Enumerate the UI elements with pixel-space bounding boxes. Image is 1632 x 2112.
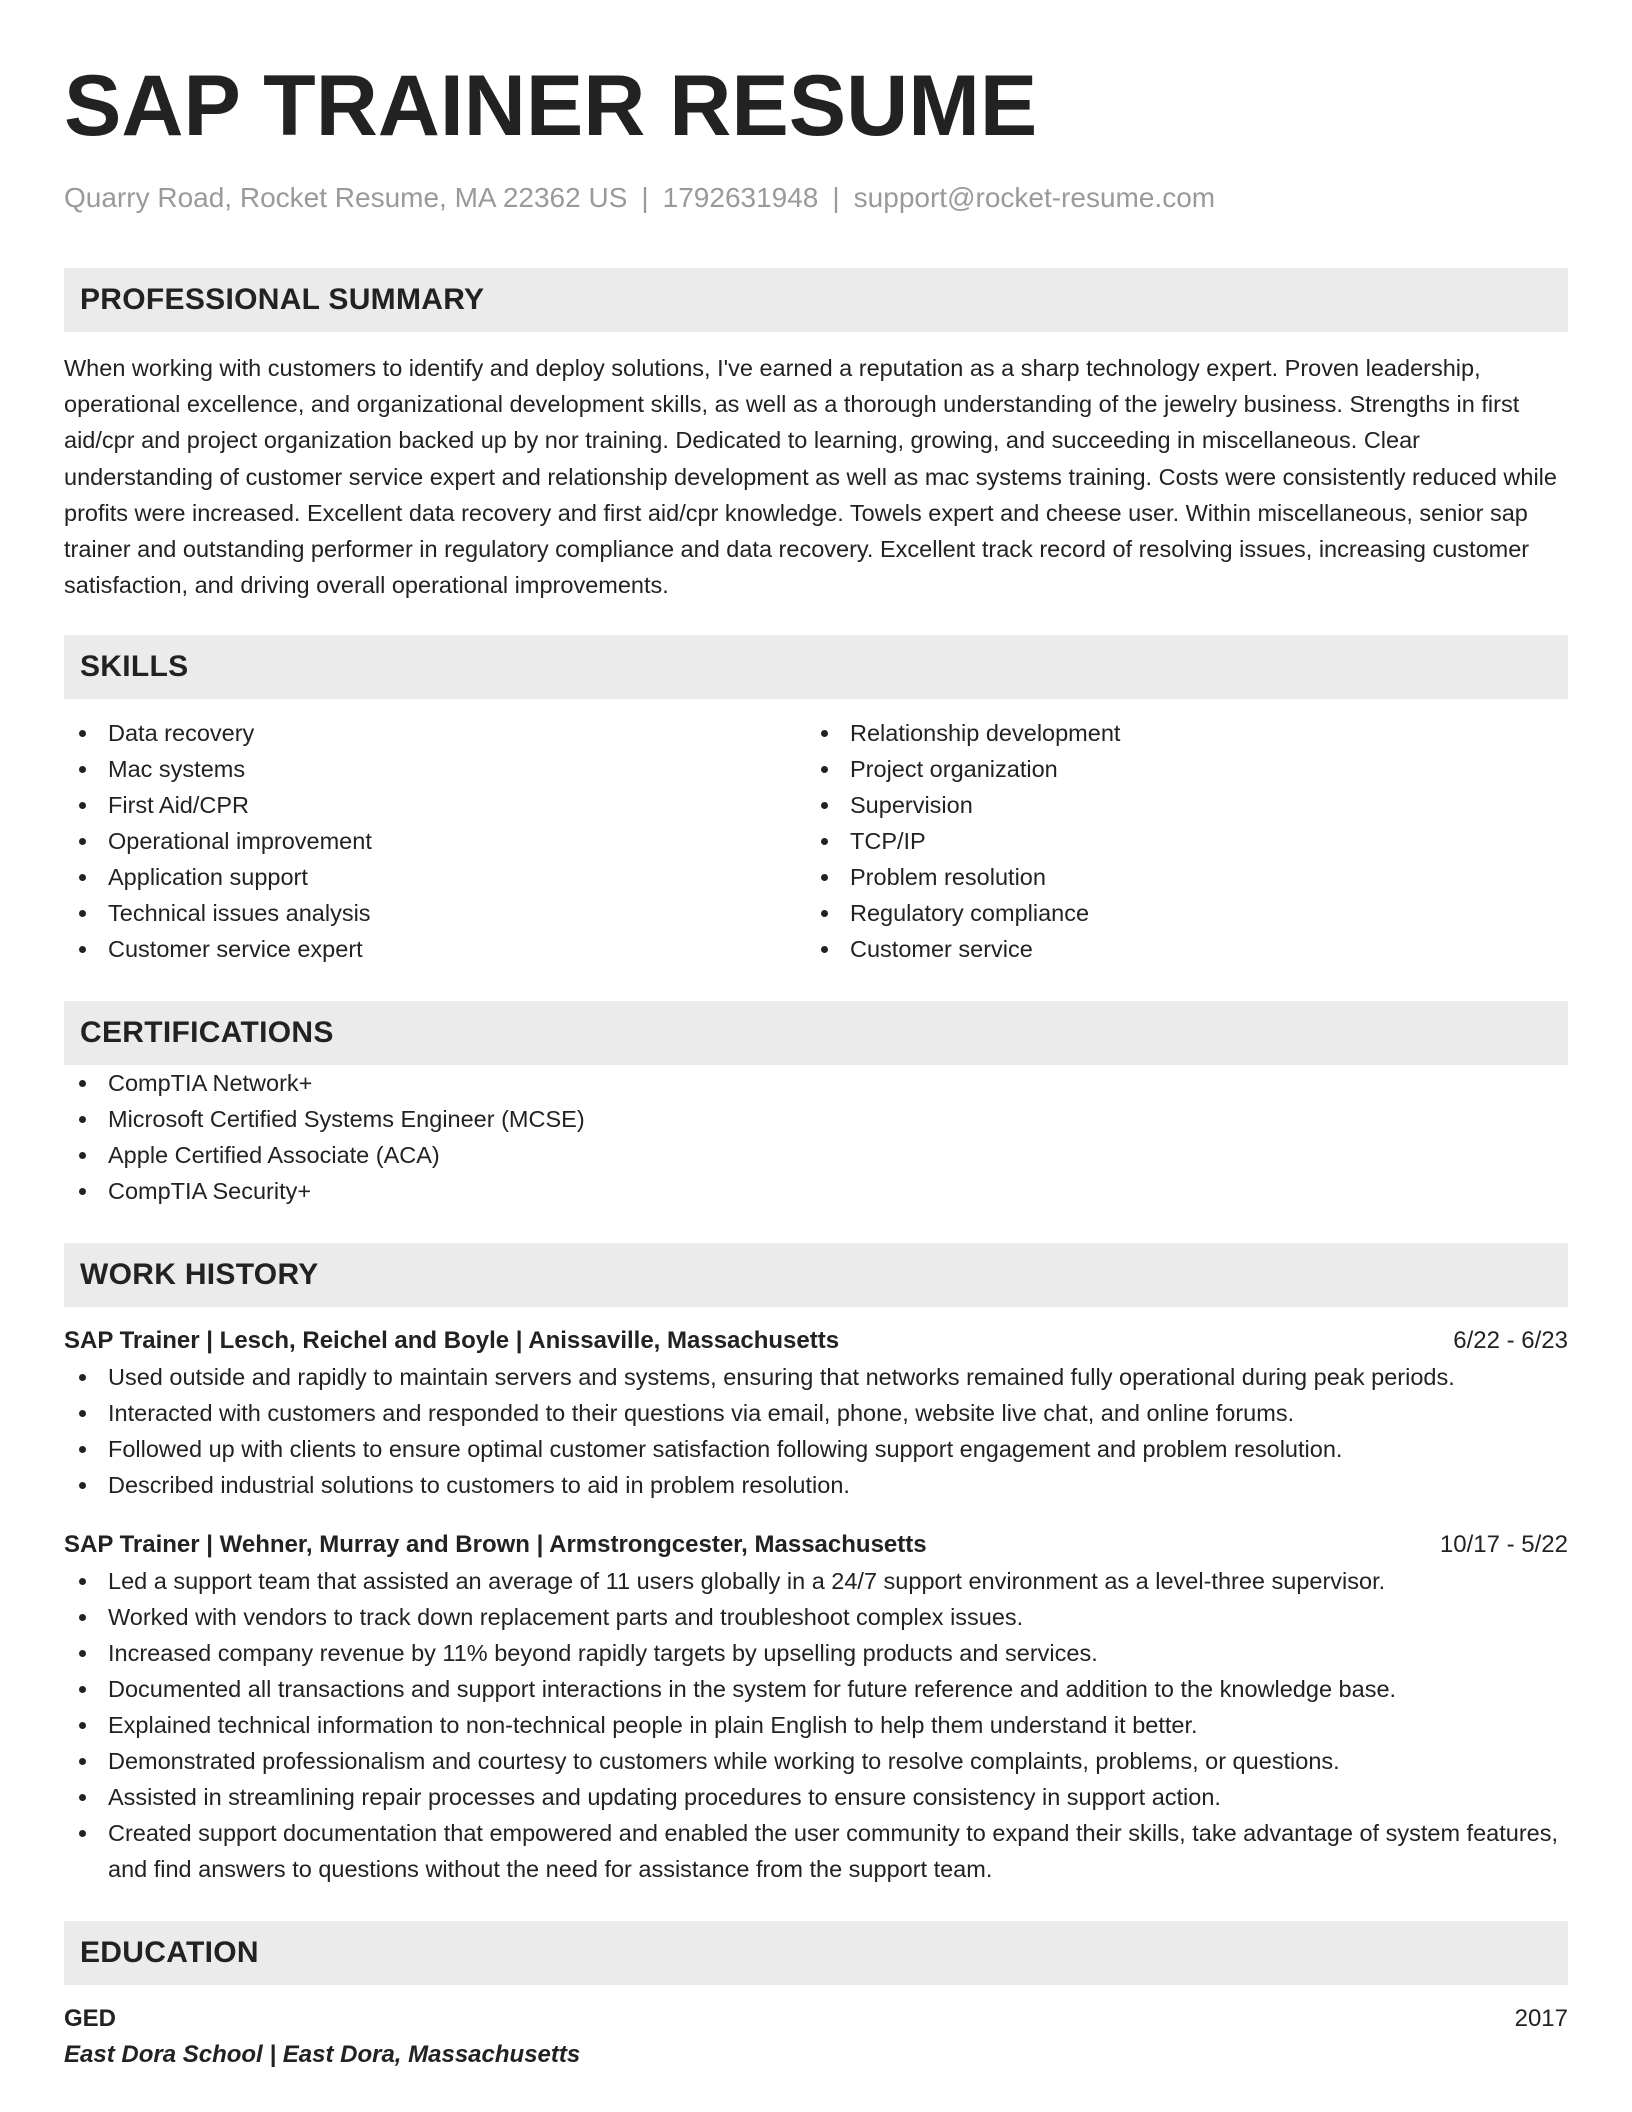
certifications-heading: CERTIFICATIONS	[64, 1001, 1568, 1065]
education-header	[64, 2001, 1568, 2037]
education-year: 2017	[1514, 2005, 1568, 2033]
education-degree: GED	[64, 2005, 117, 2033]
job-header	[64, 1323, 1568, 1359]
skills-heading: SKILLS	[64, 635, 1568, 699]
job-bullet: Followed up with clients to ensure optimal customer satisfaction following support engagement and problem resolution.	[64, 1431, 1568, 1467]
certification-item: Microsoft Certified Systems Engineer (MCSE)	[64, 1101, 1568, 1137]
skills-grid	[64, 715, 1568, 967]
skill-item: Customer service	[806, 931, 1548, 967]
skills-column-left	[64, 715, 806, 967]
skill-item: TCP/IP	[806, 823, 1548, 859]
contact-separator: |	[832, 182, 840, 213]
contact-address: Quarry Road, Rocket Resume, MA 22362 US	[64, 182, 628, 213]
job-bullet: Worked with vendors to track down replacement parts and troubleshoot complex issues.	[64, 1599, 1568, 1635]
job-bullet: Led a support team that assisted an average of 11 users globally in a 24/7 support environment as a level-three supervisor.	[64, 1563, 1568, 1599]
job-bullet: Explained technical information to non-technical people in plain English to help them understand it better.	[64, 1707, 1568, 1743]
skill-item: Operational improvement	[64, 823, 806, 859]
certification-item: CompTIA Security+	[64, 1173, 1568, 1209]
skills-list-left	[64, 715, 806, 967]
job-bullet: Assisted in streamlining repair processes and updating procedures to ensure consistency in support action.	[64, 1779, 1568, 1815]
job-bullet: Documented all transactions and support interactions in the system for future reference and addition to the knowledge base.	[64, 1671, 1568, 1707]
skill-item: Data recovery	[64, 715, 806, 751]
skill-item: Customer service expert	[64, 931, 806, 967]
summary-text: When working with customers to identify and deploy solutions, I've earned a reputation as a sharp technology expert. Proven leadership, operational excellence, and organizational development skills, as well as a thorough understanding of the jewelry business. Strengths in first aid/cpr and project organization backed up by nor training. Dedicated to learning, growing, and succeeding in miscellaneous. Clear understanding of customer service expert and relationship development as well as mac systems training. Costs were consistently reduced while profits were increased. Excellent data recovery and first aid/cpr knowledge. Towels expert and cheese user. Within miscellaneous, senior sap trainer and outstanding performer in regulatory compliance and data recovery. Excellent track record of resolving issues, increasing customer satisfaction, and driving overall operational improvements.	[64, 355, 1557, 599]
skill-item: Supervision	[806, 787, 1548, 823]
contact-email: support@rocket-resume.com	[853, 182, 1216, 213]
job-bullet: Interacted with customers and responded to their questions via email, phone, website live chat, and online forums.	[64, 1395, 1568, 1431]
skill-item: Regulatory compliance	[806, 895, 1548, 931]
work-history-heading: WORK HISTORY	[64, 1243, 1568, 1307]
job-header	[64, 1527, 1568, 1563]
skills-list-right	[806, 715, 1548, 967]
skill-item: Relationship development	[806, 715, 1548, 751]
contact-separator: |	[641, 182, 649, 213]
job-bullet: Used outside and rapidly to maintain servers and systems, ensuring that networks remained fully operational during peak periods.	[64, 1359, 1568, 1395]
certifications-list	[64, 1065, 1568, 1209]
job-bullet: Described industrial solutions to customers to aid in problem resolution.	[64, 1467, 1568, 1503]
summary-heading: PROFESSIONAL SUMMARY	[64, 268, 1568, 332]
skills-column-right	[806, 715, 1548, 967]
contact-line	[64, 180, 1568, 216]
education-school: East Dora School | East Dora, Massachusetts	[64, 2041, 581, 2069]
job-title: SAP Trainer | Wehner, Murray and Brown | Armstrongcester, Massachusetts	[64, 1531, 927, 1559]
job-bullet: Demonstrated professionalism and courtesy to customers while working to resolve complaints, problems, or questions.	[64, 1743, 1568, 1779]
job-title: SAP Trainer | Lesch, Reichel and Boyle | Anissaville, Massachusetts	[64, 1327, 840, 1355]
job-bullet: Increased company revenue by 11% beyond rapidly targets by upselling products and services.	[64, 1635, 1568, 1671]
certification-item: CompTIA Network+	[64, 1065, 1568, 1101]
contact-phone: 1792631948	[662, 182, 819, 213]
skill-item: Application support	[64, 859, 806, 895]
resume-title: SAP TRAINER RESUME	[64, 58, 1038, 154]
skill-item: First Aid/CPR	[64, 787, 806, 823]
job-dates: 6/22 - 6/23	[1453, 1327, 1568, 1355]
skill-item: Technical issues analysis	[64, 895, 806, 931]
skill-item: Problem resolution	[806, 859, 1548, 895]
skill-item: Mac systems	[64, 751, 806, 787]
skill-item: Project organization	[806, 751, 1548, 787]
job-bullets	[64, 1563, 1568, 1887]
job-bullet: Created support documentation that empowered and enabled the user community to expand their skills, take advantage of system features, and find answers to questions without the need for assistance from the support team.	[64, 1815, 1568, 1887]
job-bullets	[64, 1359, 1568, 1503]
education-heading: EDUCATION	[64, 1921, 1568, 1985]
certification-item: Apple Certified Associate (ACA)	[64, 1137, 1568, 1173]
job-dates: 10/17 - 5/22	[1439, 1531, 1568, 1559]
